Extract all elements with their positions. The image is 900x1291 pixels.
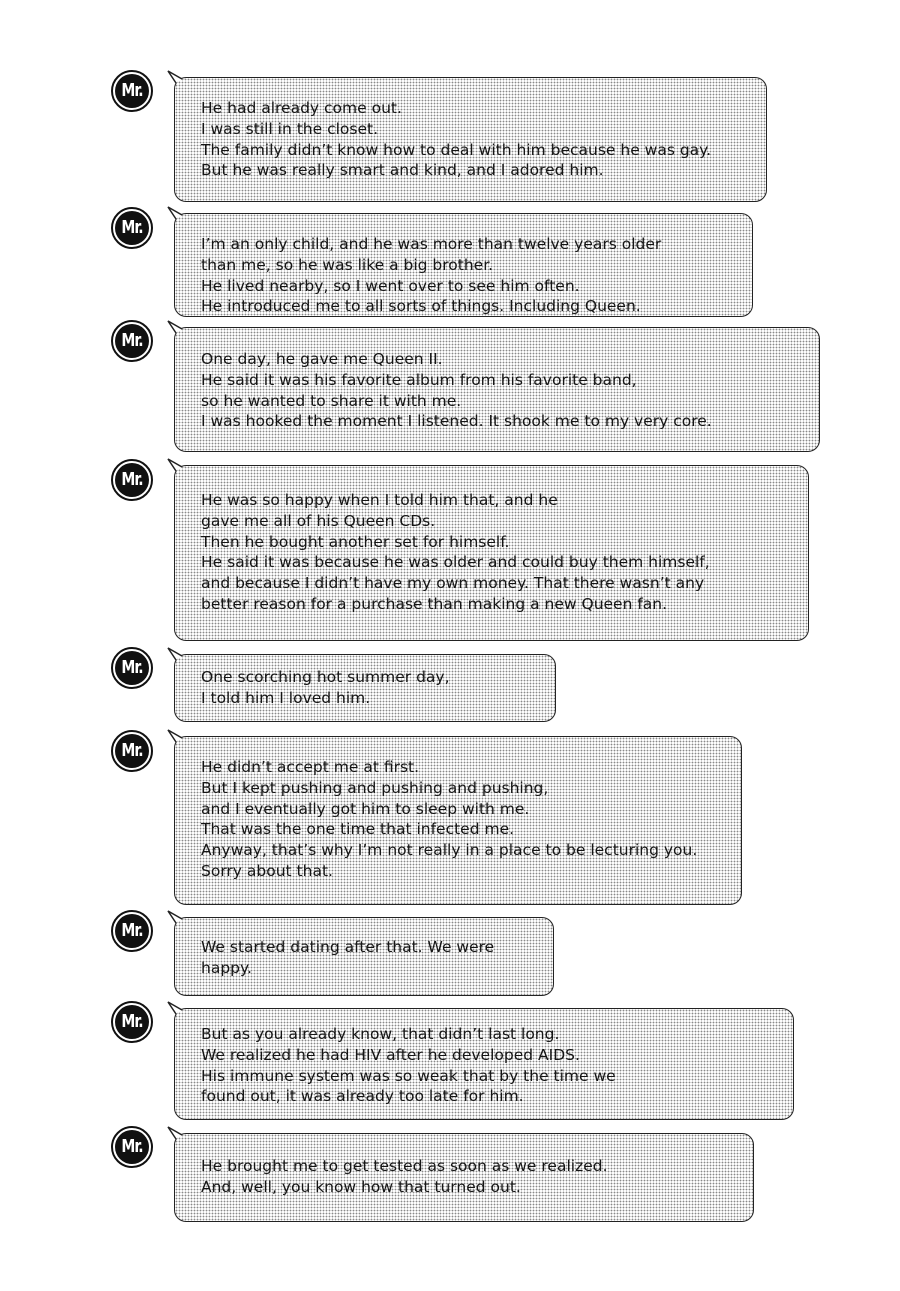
avatar bbox=[111, 459, 153, 501]
avatar bbox=[111, 910, 153, 952]
message-line: I’m an only child, and he was more than twelve years older bbox=[201, 235, 662, 253]
bubble-tail-icon bbox=[167, 70, 183, 84]
message-line: He had already come out. bbox=[201, 99, 402, 117]
message-line: He didn’t accept me at first. bbox=[201, 758, 420, 776]
bubble-tail-icon bbox=[167, 320, 183, 334]
message-line: He lived nearby, so I went over to see him often. bbox=[201, 276, 580, 295]
message-line: That was the one time that infected me. bbox=[201, 820, 515, 839]
message-line: and because I didn’t have my own money. That there wasn’t any bbox=[201, 574, 705, 593]
message-line: He brought me to get tested as soon as we realized. bbox=[201, 1157, 608, 1175]
avatar bbox=[111, 730, 153, 772]
speech-bubble bbox=[174, 213, 753, 317]
message-line: He was so happy when I told him that, and he bbox=[201, 491, 558, 509]
message-line: He said it was his favorite album from his favorite band, bbox=[201, 370, 637, 389]
speech-bubble bbox=[174, 654, 556, 722]
message-line: I was hooked the moment I listened. It shook me to my very core. bbox=[201, 412, 712, 431]
speaker-label: Mr. bbox=[121, 741, 143, 761]
bubble-tail-icon bbox=[167, 458, 183, 472]
avatar bbox=[111, 320, 153, 362]
avatar bbox=[111, 1126, 153, 1168]
speech-bubble bbox=[174, 77, 767, 202]
speech-bubble bbox=[174, 465, 809, 641]
message-line: His immune system was so weak that by the time we bbox=[201, 1066, 616, 1085]
bubble-tail-icon bbox=[167, 910, 183, 924]
message-line: so he wanted to share it with me. bbox=[201, 391, 462, 410]
avatar bbox=[111, 647, 153, 689]
message-line: Sorry about that. bbox=[201, 861, 333, 880]
message-line: than me, so he was like a big brother. bbox=[201, 255, 494, 274]
message-line: He said it was because he was older and could buy them himself, bbox=[201, 553, 710, 572]
message-line: I was still in the closet. bbox=[201, 119, 379, 138]
message-line: One day, he gave me Queen II. bbox=[201, 350, 443, 368]
speech-bubble bbox=[174, 917, 554, 996]
speaker-label: Mr. bbox=[121, 331, 143, 351]
speaker-label: Mr. bbox=[121, 218, 143, 238]
message-line: and I eventually got him to sleep with me. bbox=[201, 799, 530, 818]
speaker-label: Mr. bbox=[121, 1012, 143, 1032]
message-line: found out, it was already too late for him. bbox=[201, 1087, 524, 1106]
message-line: And, well, you know how that turned out. bbox=[201, 1177, 521, 1196]
message-line: We realized he had HIV after he developed AIDS. bbox=[201, 1045, 580, 1064]
message-line: But I kept pushing and pushing and pushing, bbox=[201, 778, 549, 797]
message-line: We started dating after that. We were bbox=[201, 938, 495, 956]
speech-bubble bbox=[174, 1133, 754, 1222]
speaker-label: Mr. bbox=[121, 1137, 143, 1157]
message-line: But he was really smart and kind, and I adored him. bbox=[201, 161, 604, 180]
speech-bubble bbox=[174, 327, 820, 452]
avatar bbox=[111, 1001, 153, 1043]
speaker-label: Mr. bbox=[121, 81, 143, 101]
message-line: better reason for a purchase than making a new Queen fan. bbox=[201, 594, 668, 613]
speech-bubble bbox=[174, 1008, 794, 1120]
bubble-tail-icon bbox=[167, 729, 183, 743]
message-line: He introduced me to all sorts of things. Including Queen. bbox=[201, 297, 641, 316]
message-line: happy. bbox=[201, 958, 252, 977]
message-line: The family didn’t know how to deal with him because he was gay. bbox=[201, 140, 712, 159]
speech-bubble bbox=[174, 736, 742, 905]
bubble-tail-icon bbox=[167, 1001, 183, 1015]
speaker-label: Mr. bbox=[121, 921, 143, 941]
bubble-tail-icon bbox=[167, 1126, 183, 1140]
bubble-tail-icon bbox=[167, 647, 183, 661]
bubble-tail-icon bbox=[167, 206, 183, 220]
avatar bbox=[111, 207, 153, 249]
speaker-label: Mr. bbox=[121, 470, 143, 490]
message-line: Then he bought another set for himself. bbox=[201, 532, 510, 551]
message-line: One scorching hot summer day, bbox=[201, 668, 450, 686]
message-line: gave me all of his Queen CDs. bbox=[201, 511, 436, 530]
message-line: Anyway, that’s why I’m not really in a place to be lecturing you. bbox=[201, 841, 698, 860]
message-line: But as you already know, that didn’t last long. bbox=[201, 1025, 560, 1043]
message-line: I told him I loved him. bbox=[201, 688, 371, 707]
speaker-label: Mr. bbox=[121, 658, 143, 678]
avatar bbox=[111, 70, 153, 112]
